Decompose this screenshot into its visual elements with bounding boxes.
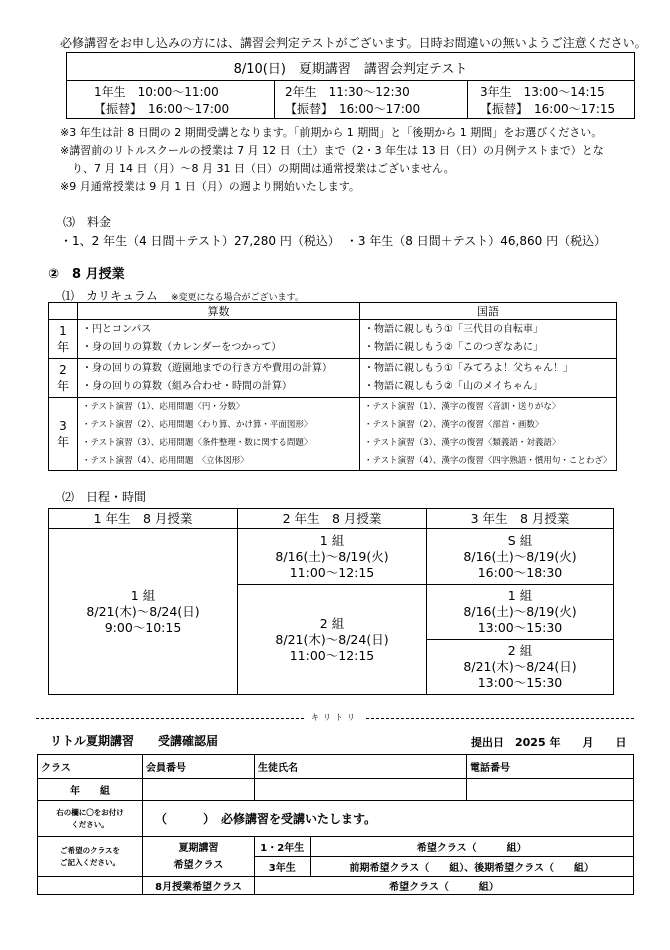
math-header: 算数 [78,303,360,320]
schedule-g3-class1: 1 組 8/16(土)～8/19(火) 13:00～15:30 [427,585,614,640]
col-member-number: 会員番号 [143,755,194,779]
notes [60,124,604,196]
member-number-input[interactable] [143,779,255,801]
curriculum-note: ※変更になる場合がございます。 [170,293,304,303]
grade12-class-field[interactable]: 希望クラス（ 組） [310,837,634,857]
phone-input[interactable] [467,779,634,801]
confirmation-form [37,754,634,895]
grade-cell: 2 年 [49,359,78,398]
student-name-input[interactable] [255,779,467,801]
intro-text: 必修講習をお申し込みの方には、講習会判定テストがございます。日時お間違いの無いようご注意ください。 [60,36,647,50]
schedule-g3-classS: S 組 8/16(土)～8/19(火) 16:00～18:30 [427,529,614,585]
schedule-header-g3: 3 年生 8 月授業 [427,509,614,529]
test-grade-2: 2年生 11:30～12:30 【振替】 16:00～17:00 [285,85,421,116]
schedule-g3-class2: 2 組 8/21(木)～8/24(日) 13:00～15:30 [427,640,614,695]
table-row: 1 年 ・円とコンパス ・身の回りの算数（カレンダーをつかって） ・物語に親しもう①「三代目の自転車」 ・物語に親しもう②「このつぎなあに」 [49,320,617,359]
note-line: ※9 月通常授業は 9 月 1 日（月）の週より開始いたします。 [60,180,360,193]
grade-cell: 1 年 [49,320,78,359]
schedule-header-g2: 2 年生 8 月授業 [238,509,427,529]
note-line: ※3 年生は計 8 日間の 2 期間受講となります。「前期から 1 期間」と「後期から 1 期間」をお選びください。 [60,126,603,139]
schedule-header-g1: 1 年生 8 月授業 [49,509,238,529]
select-note: ご希望のクラスを ご記入ください。 [38,837,143,877]
august-class-field[interactable]: 希望クラス（ 組） [255,877,634,895]
fee-text: ・1、2 年生（4 日間＋テスト）27,280 円（税込） ・3 年生（8 日間＋テスト）46,860 円（税込） [60,234,607,248]
col-phone: 電話番号 [467,755,634,779]
schedule-g2-class1: 1 組 8/16(土)～8/19(火) 11:00～12:15 [238,529,427,585]
august-label: 8月授業希望クラス [143,877,255,895]
summer-label: 夏期講習 希望クラス [143,837,255,877]
col-student-name: 生徒氏名 [255,755,311,779]
col-class: クラス [38,755,143,779]
class-input[interactable]: 年 組 [38,779,143,801]
japanese-header: 国語 [360,303,617,320]
test-grade-3: 3年生 13:00～14:15 【振替】 16:00～17:15 [480,85,616,116]
cut-line [36,712,634,724]
grade3-label: 3年生 [255,857,311,877]
fee-heading: ⑶ 料金 [63,215,112,229]
schedule-table [48,508,614,695]
curriculum-table [48,302,617,471]
attend-field[interactable]: （ ） 必修講習を受講いたします。 [143,801,634,837]
table-row: 3 年 ・テスト演習（1）、応用問題〈円・分数〉 ・テスト演習（2）、応用問題〈わり算、かけ算・平面図形〉 ・テスト演習（3）、応用問題〈条件整理・数に関する問題〉 ・テスト演習（4）、応用問題 〈立体図形〉 ・テスト演習（1）、漢字の復習〈音訓・送りがな〉 ・テスト演習（2）、漢字の復習〈部首・画数〉 ・テスト演習（3）、漢字の復習〈類義語・対義語〉 ・テスト演習（4）、漢字の復習〈四字熟語・慣用句・ことわざ〉 [49,398,617,471]
form-title: リトル夏期講習 受講確認届 [50,734,219,748]
grade12-label: 1・2年生 [255,837,311,857]
test-grade-1: 1年生 10:00～11:00 【振替】 16:00～17:00 [94,85,230,116]
table-row: 2 年 ・身の回りの算数（遊園地までの行き方や費用の計算） ・身の回りの算数（組み合わせ・時間の計算） ・物語に親しもう①「みてろよ！父ちゃん！」 ・物語に親しもう②「山のメイちゃん」 [49,359,617,398]
submission-date: 提出日 2025 年 月 日 [471,736,627,749]
schedule-g2-class2: 2 組 8/21(木)～8/24(日) 11:00～12:15 [238,585,427,695]
august-heading: ② 8 月授業 [48,267,125,282]
grade3-class-field[interactable]: 前期希望クラス（ 組）、後期希望クラス（ 組） [310,857,634,877]
schedule-g1-class1: 1 組 8/21(木)～8/24(日) 9:00～10:15 [49,529,238,695]
test-schedule-box [66,52,635,119]
cut-text: キリトリ [311,713,359,722]
test-title: 8/10(日) 夏期講習 講習会判定テスト [233,62,468,77]
curriculum-heading: ⑴ カリキュラム [62,289,158,303]
note-line: り、7 月 14 日（月）～8 月 31 日（日）の期間は通常授業はございません。 [72,162,455,175]
schedule-heading: ⑵ 日程・時間 [62,490,147,504]
note-line: ※講習前のリトルスクールの授業は 7 月 12 日（土）まで（2・3 年生は 13 日（日）の月例テストまで）とな [60,144,604,157]
grade-cell: 3 年 [49,398,78,471]
circle-note: 右の欄に〇をお付け ください。 [38,801,143,837]
